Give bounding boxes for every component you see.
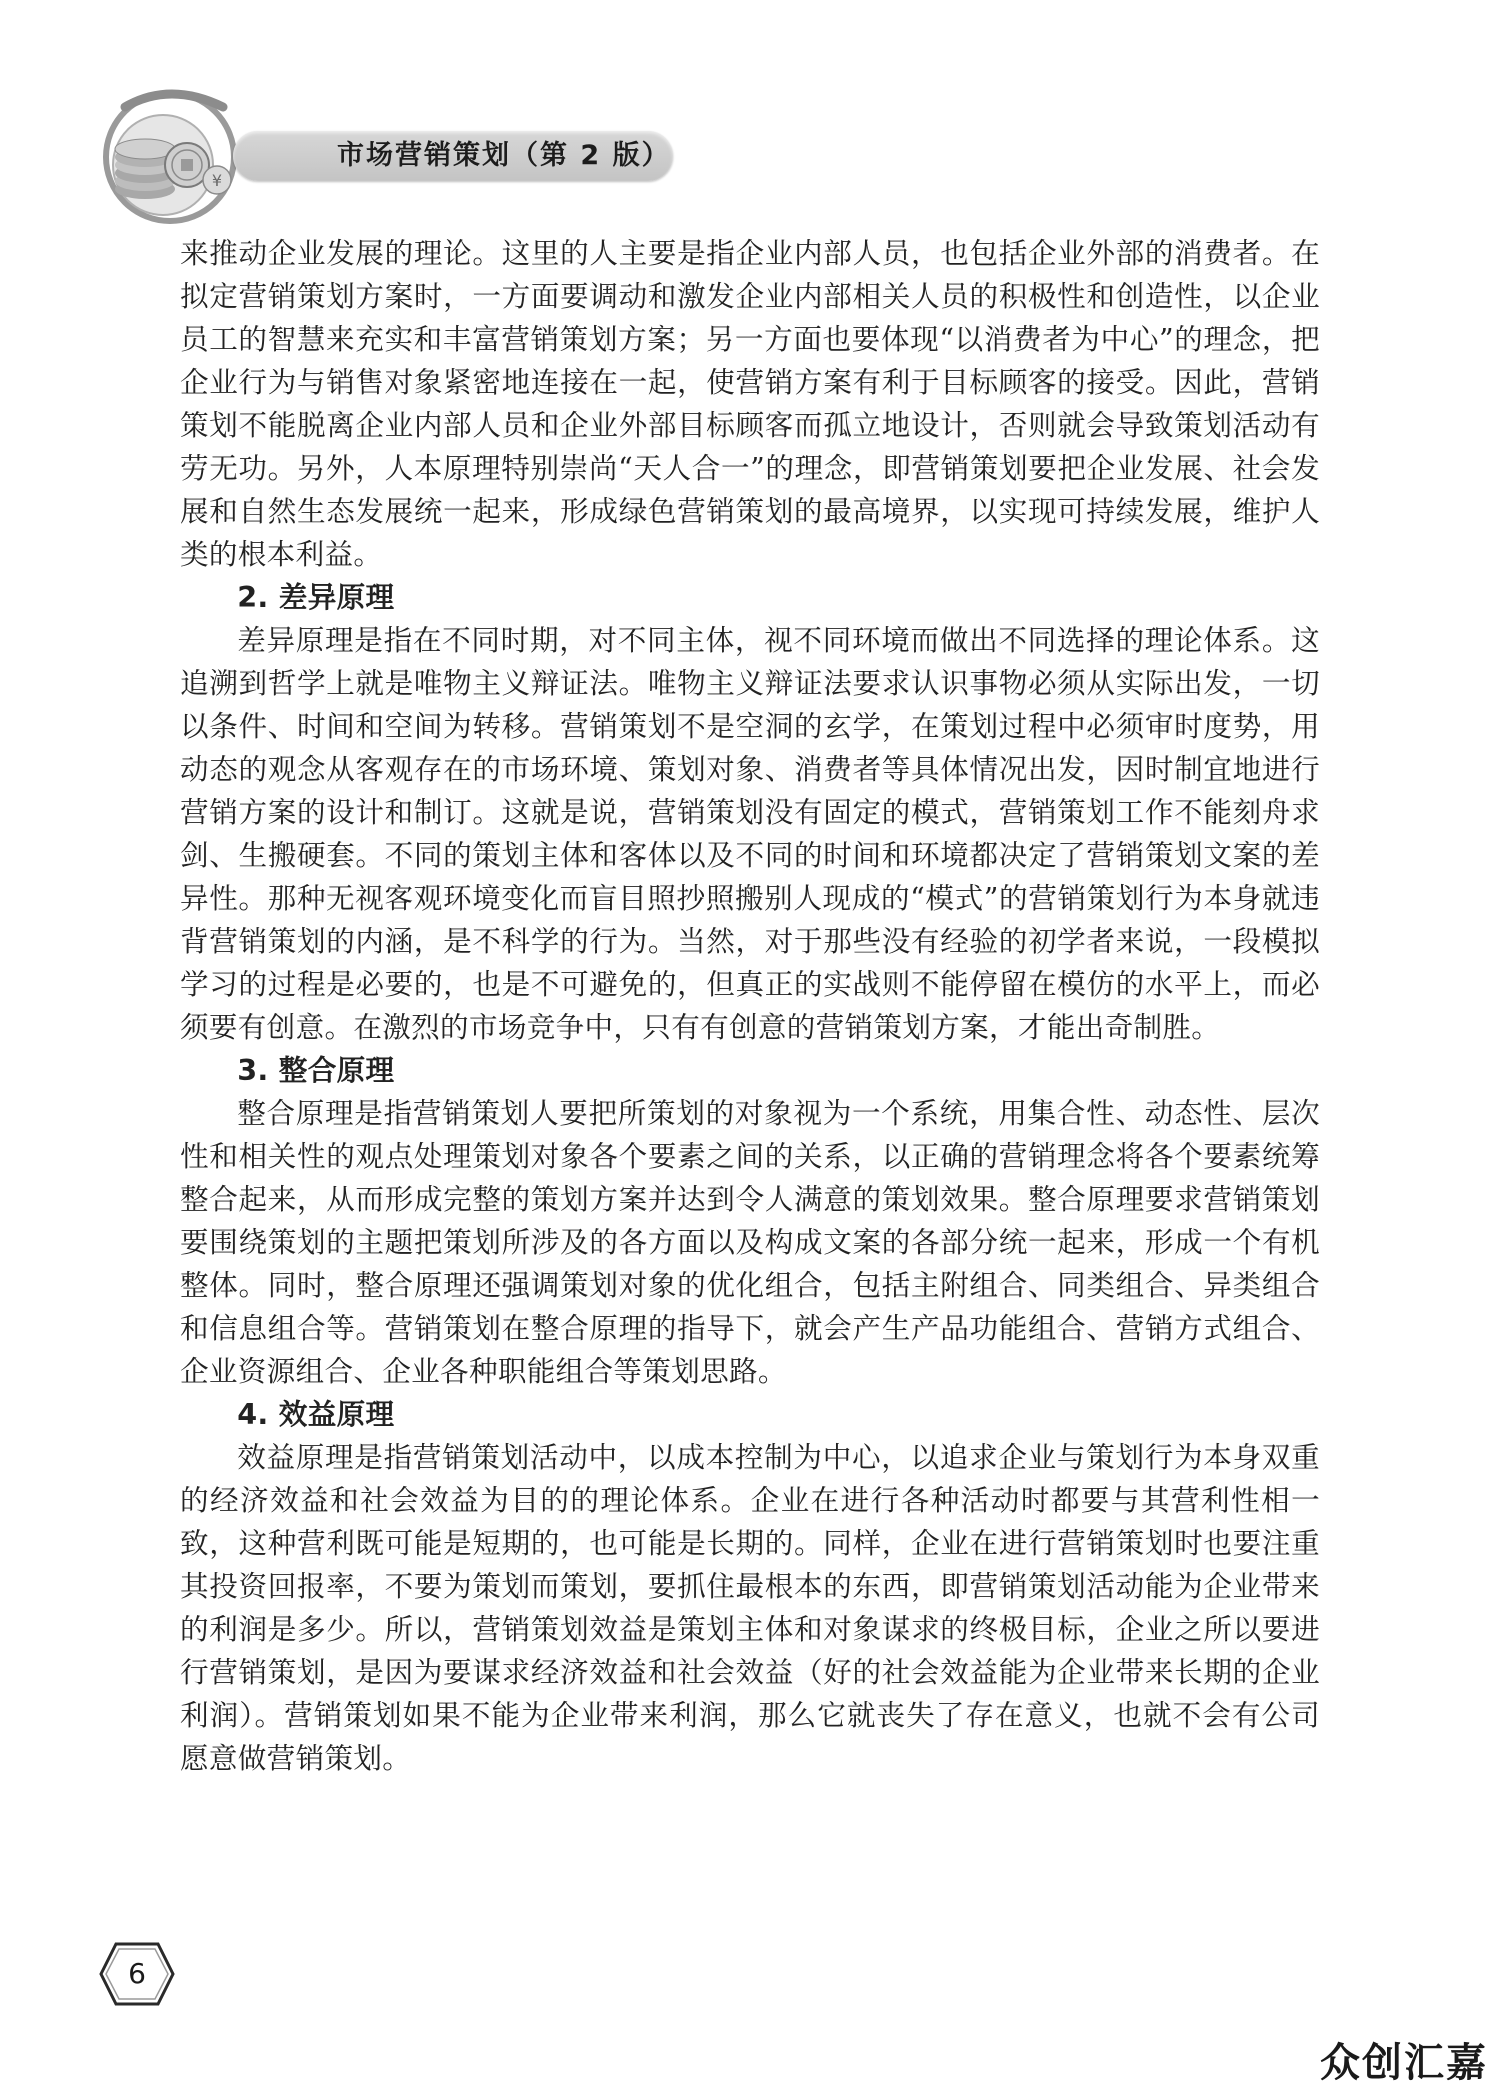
paragraph-continued: 来推动企业发展的理论。这里的人主要是指企业内部人员，也包括企业外部的消费者。在拟定营销策划方案时，一方面要调动和激发企业内部相关人员的积极性和创造性，以企业员工的智慧来充实和丰富营销策划方案；另一方面也要体现“以消费者为中心”的理念，把企业行为与销售对象紧密地连接在一起，使营销方案有利于目标顾客的接受。因此，营销策划不能脱离企业内部人员和企业外部目标顾客而孤立地设计，否则就会导致策划活动有劳无功。另外，人本原理特别崇尚“天人合一”的理念，即营销策划要把企业发展、社会发展和自然生态发展统一起来，形成绿色营销策划的最高境界，以实现可持续发展，维护人类的根本利益。: [180, 236, 1320, 571]
paragraph-benefit: 效益原理是指营销策划活动中，以成本控制为中心，以追求企业与策划行为本身双重的经济效益和社会效益为目的的理论体系。企业在进行各种活动时都要与其营利性相一致，这种营利既可能是短期的，也可能是长期的。同样，企业在进行营销策划时也要注重其投资回报率，不要为策划而策划，要抓住最根本的东西，即营销策划活动能为企业带来的利润是多少。所以，营销策划效益是策划主体和对象谋求的终极目标，企业之所以要进行营销策划，是因为要谋求经济效益和社会效益（好的社会效益能为企业带来长期的企业利润）。营销策划如果不能为企业带来利润，那么它就丧失了存在意义，也就不会有公司愿意做营销策划。: [180, 1440, 1320, 1775]
header-banner: [233, 131, 673, 181]
svg-text:¥: ¥: [211, 171, 223, 190]
section-heading-difference: 2. 差异原理: [237, 580, 395, 614]
book-title: 市场营销策划（第 2 版）: [337, 140, 671, 171]
page-body: [180, 232, 1320, 1780]
watermark: 众创汇嘉: [1320, 2040, 1488, 2086]
section-heading-integration: 3. 整合原理: [237, 1053, 395, 1087]
page-number: 6: [128, 1957, 146, 1990]
running-header: [95, 85, 671, 225]
page-number-badge: [98, 1941, 176, 2007]
paragraph-difference: 差异原理是指在不同时期，对不同主体，视不同环境而做出不同选择的理论体系。这追溯到哲学上就是唯物主义辩证法。唯物主义辩证法要求认识事物必须从实际出发，一切以条件、时间和空间为转移。营销策划不是空洞的玄学，在策划过程中必须审时度势，用动态的观念从客观存在的市场环境、策划对象、消费者等具体情况出发，因时制宜地进行营销方案的设计和制订。这就是说，营销策划没有固定的模式，营销策划工作不能刻舟求剑、生搬硬套。不同的策划主体和客体以及不同的时间和环境都决定了营销策划文案的差异性。那种无视客观环境变化而盲目照抄照搬别人现成的“模式”的营销策划行为本身就违背营销策划的内涵，是不科学的行为。当然，对于那些没有经验的初学者来说，一段模拟学习的过程是必要的，也是不可避免的，但真正的实战则不能停留在模仿的水平上，而必须要有创意。在激烈的市场竞争中，只有有创意的营销策划方案，才能出奇制胜。: [180, 623, 1320, 1044]
section-heading-benefit: 4. 效益原理: [237, 1397, 395, 1431]
paragraph-integration: 整合原理是指营销策划人要把所策划的对象视为一个系统，用集合性、动态性、层次性和相关性的观点处理策划对象各个要素之间的关系，以正确的营销理念将各个要素统筹整合起来，从而形成完整的策划方案并达到令人满意的策划效果。整合原理要求营销策划要围绕策划的主题把策划所涉及的各方面以及构成文案的各部分统一起来，形成一个有机整体。同时，整合原理还强调策划对象的优化组合，包括主附组合、同类组合、异类组合和信息组合等。营销策划在整合原理的指导下，就会产生产品功能组合、营销方式组合、企业资源组合、企业各种职能组合等策划思路。: [180, 1096, 1320, 1388]
